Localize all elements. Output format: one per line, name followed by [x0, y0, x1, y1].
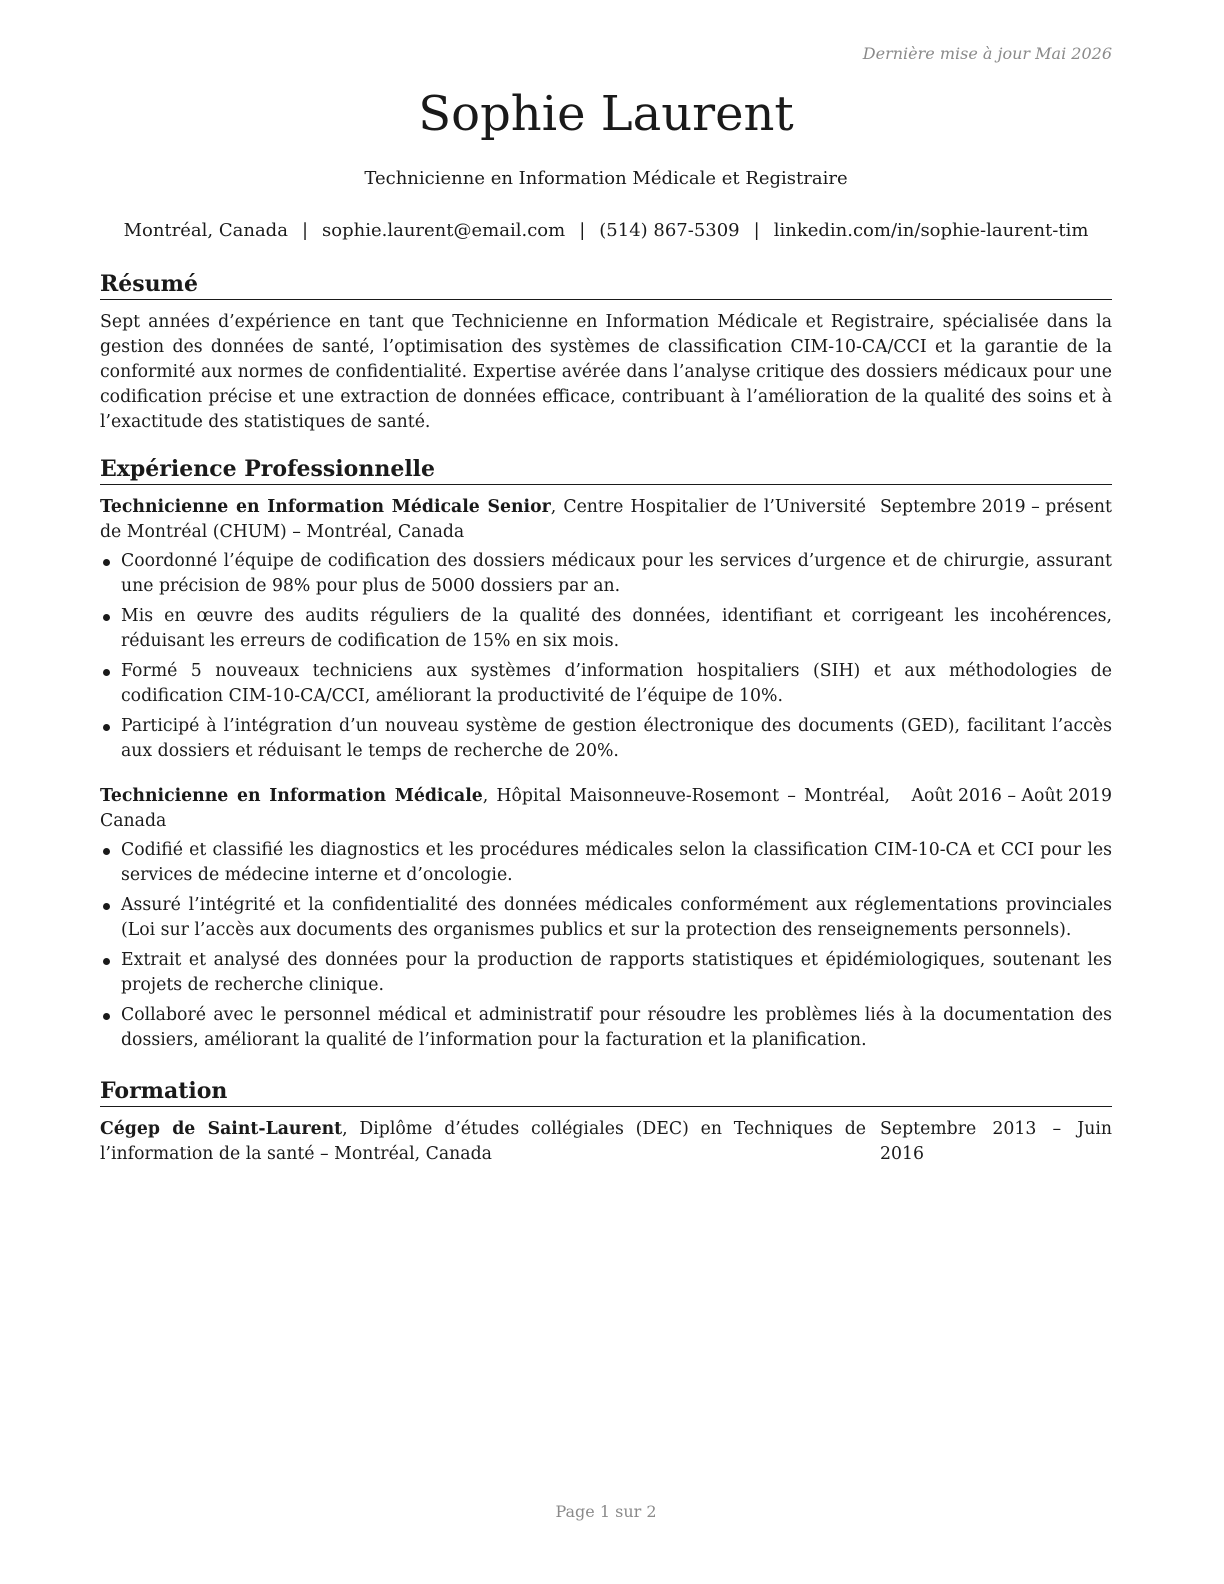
contact-line — [100, 220, 1112, 241]
job-role: Technicienne en Information Médicale — [100, 786, 483, 806]
last-updated: Dernière mise à jour Mai 2026 — [862, 44, 1112, 63]
job-role: Technicienne en Information Médicale Senior — [100, 497, 551, 517]
contact-separator: | — [753, 220, 760, 241]
job-organization: , Hôpital Maisonneuve-Rosemont – Montréal, Canada — [100, 786, 890, 831]
education-heading: Formation — [100, 1077, 1112, 1107]
list-item: Codifié et classifié les diagnostics et les procédures médicales selon la classification CIM-10-CA et CCI pour les services de médecine interne et d’oncologie. — [100, 838, 1112, 888]
experience-section — [100, 455, 1112, 1058]
resume-page — [100, 0, 1112, 1584]
job-header — [100, 495, 1112, 545]
contact-separator: | — [301, 220, 309, 241]
job-organization: , Centre Hospitalier de l’Université de Montréal (CHUM) – Montréal, Canada — [100, 497, 866, 542]
contact-linkedin[interactable]: linkedin.com/in/sophie-laurent-tim — [773, 220, 1089, 241]
page-number: Page 1 sur 2 — [555, 1502, 657, 1521]
job-entry — [100, 784, 1112, 1053]
candidate-name: Sophie Laurent — [418, 86, 794, 142]
experience-heading: Expérience Professionnelle — [100, 455, 1112, 485]
job-bullets — [100, 549, 1112, 764]
job-title: Technicienne en Information Médicale et Registraire — [364, 168, 848, 189]
job-bullets — [100, 838, 1112, 1053]
summary-section — [100, 270, 1112, 435]
job-dates: Septembre 2019 – présent — [879, 497, 1112, 517]
contact-separator: | — [579, 220, 586, 241]
list-item: Participé à l’intégration d’un nouveau système de gestion électronique des documents (GED), facilitant l’accès aux dossiers et réduisant le temps de recherche de 20%. — [100, 714, 1112, 764]
job-dates: Août 2016 – Août 2019 — [911, 786, 1112, 806]
job-position — [100, 495, 866, 545]
contact-phone: (514) 867-5309 — [599, 220, 740, 241]
list-item: Coordonné l’équipe de codification des dossiers médicaux pour les services d’urgence et de chirurgie, assurant une précision de 98% pour plus de 5000 dossiers par an. — [100, 549, 1112, 599]
education-dates: Septembre 2013 – Juin 2016 — [880, 1119, 1112, 1164]
contact-email[interactable]: sophie.laurent@email.com — [322, 220, 566, 241]
list-item: Collaboré avec le personnel médical et administratif pour résoudre les problèmes liés à la documentation des dossiers, améliorant la qualité de l’information pour la facturation et la planification. — [100, 1003, 1112, 1053]
education-section — [100, 1077, 1112, 1167]
summary-text: Sept années d’expérience en tant que Technicienne en Information Médicale et Registraire, spécialisée dans la gestion des données de santé, l’optimisation des systèmes de classification CIM-10-CA/CCI et la garantie de la conformité aux normes de confidentialité. Expertise avérée dans l’analyse critique des dossiers médicaux pour une codification précise et une extraction de données efficace, contribuant à l’amélioration de la qualité des soins et à l’exactitude des statistiques de santé. — [100, 312, 1112, 432]
list-item: Assuré l’intégrité et la confidentialité des données médicales conformément aux réglementations provinciales (Loi sur l’accès aux documents des organismes publics et sur la protection des renseignements personnels). — [100, 893, 1112, 943]
education-program — [100, 1117, 866, 1167]
job-entry — [100, 495, 1112, 764]
job-header — [100, 784, 1112, 834]
list-item: Formé 5 nouveaux techniciens aux systèmes d’information hospitaliers (SIH) et aux méthodologies de codification CIM-10-CA/CCI, améliorant la productivité de l’équipe de 10%. — [100, 659, 1112, 709]
job-position — [100, 784, 890, 834]
contact-location: Montréal, Canada — [123, 220, 288, 241]
list-item: Extrait et analysé des données pour la production de rapports statistiques et épidémiologiques, soutenant les projets de recherche clinique. — [100, 948, 1112, 998]
list-item: Mis en œuvre des audits réguliers de la qualité des données, identifiant et corrigeant les incohérences, réduisant les erreurs de codification de 15% en six mois. — [100, 604, 1112, 654]
education-entry — [100, 1117, 1112, 1167]
education-degree: , Diplôme d’études collégiales (DEC) en Techniques de l’information de la santé – Montréal, Canada — [100, 1119, 866, 1164]
education-header — [100, 1117, 1112, 1167]
summary-heading: Résumé — [100, 270, 1112, 300]
education-school: Cégep de Saint-Laurent — [100, 1119, 343, 1139]
